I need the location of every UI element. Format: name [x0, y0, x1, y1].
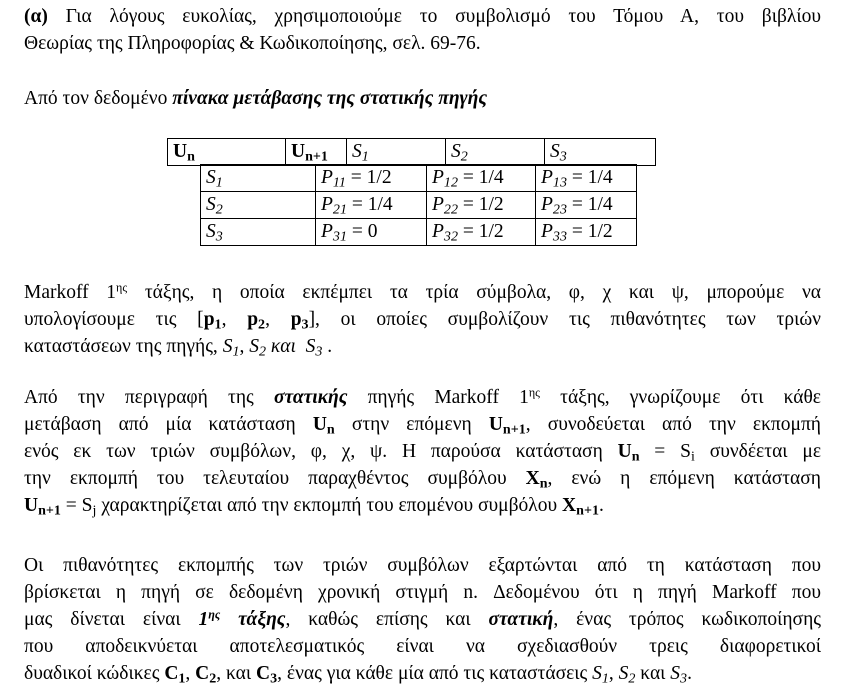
- table-cell: $P_{11} = 1/2$: [316, 165, 427, 192]
- paragraph-intro: [24, 3, 821, 57]
- header-un: $U_n$: [168, 139, 286, 166]
- table-row: [201, 192, 637, 219]
- transition-table-body: [200, 164, 637, 246]
- header-s3: $S_3$: [545, 139, 656, 166]
- header-s1: $S_1$: [347, 139, 446, 166]
- paragraph-transition-intro: [24, 85, 821, 112]
- paragraph-markoff-symbols: [24, 279, 821, 360]
- table-cell: $P_{12} = 1/4$: [427, 165, 536, 192]
- paragraph-state-transitions: [24, 384, 821, 519]
- markoff-line-2: υπολογίσουμε τις [$p_1$, $p_2$, $p_3$], οι οποίες συμβολίζουν τις πιθανότητες των τριών: [24, 309, 821, 333]
- coding-line-2: βρίσκεται η πηγή σε δεδομένη χρονική στιγμή n. Δεδομένου ότι η πηγή Markoff που: [24, 582, 821, 603]
- transition-table-header: [167, 138, 656, 166]
- table-cell: $P_{32} = 1/2$: [427, 219, 536, 246]
- table-cell: $P_{31} = 0$: [316, 219, 427, 246]
- transition-matrix-term: πίνακα μετάβασης της στατικής πηγής: [172, 88, 488, 109]
- coding-line-4: που αποδεικνύεται αποτελεσματικός είναι να σχεδιασθούν τρεις διαφορετικοί: [24, 636, 821, 657]
- transitions-line-1: Από την περιγραφή της στατικής πηγής Markoff $1^{\eta\varsigma}$ τάξης, γνωρίζουμε ότι κάθε: [24, 385, 821, 408]
- paragraph-coding-scheme: [24, 552, 821, 687]
- header-s2: $S_2$: [446, 139, 545, 166]
- table-cell: $P_{21} = 1/4$: [316, 192, 427, 219]
- header-un1: $U_{n+1}$: [286, 139, 347, 166]
- markoff-line-1: Markoff $1^{\eta\varsigma}$ τάξης, η οποία εκπέμπει τα τρία σύμβολα, φ, χ και ψ, μπορούμε να: [24, 280, 821, 303]
- table-header-row: [168, 139, 656, 166]
- coding-line-5: δυαδικοί κώδικες $C_1$, $C_2$, και $C_3$, ένας για κάθε μία από τις καταστάσεις $S_1$, $S_2$ και $S_3$.: [24, 663, 692, 687]
- row-state: $S_1$: [201, 165, 316, 192]
- intro-line-2: Θεωρίας της Πληροφορίας & Κωδικοποίησης, σελ. 69-76.: [24, 33, 481, 54]
- transitions-line-3: ενός εκ των τριών συμβόλων, φ, χ, ψ. Η παρούσα κατάσταση $U_n = S_i$ συνδέεται με: [24, 441, 822, 465]
- coding-line-3: μας δίνεται είναι $1^{\eta\varsigma}$ τάξης, καθώς επίσης και στατική, ένας τρόπος κωδικοποίησης: [24, 607, 821, 630]
- transitions-line-2: μετάβαση από μία κατάσταση $U_n$ στην επόμενη $U_{n+1}$, συνοδεύεται από την εκπομπή: [24, 414, 821, 438]
- row-state: $S_3$: [201, 219, 316, 246]
- intro-line-1: (α) Για λόγους ευκολίας, χρησιμοποιούμε το συμβολισμό του Τόμου Α, του βιβλίου: [24, 6, 821, 27]
- table-cell: $P_{13} = 1/4$: [536, 165, 637, 192]
- table-cell: $P_{22} = 1/2$: [427, 192, 536, 219]
- transitions-line-4: την εκπομπή του τελευταίου παραχθέντος συμβόλου $X_n$, ενώ η επόμενη κατάσταση: [24, 468, 821, 492]
- table-row: [201, 165, 637, 192]
- transition-intro-line: Από τον δεδομένο πίνακα μετάβασης της στατικής πηγής: [24, 88, 488, 109]
- row-state: $S_2$: [201, 192, 316, 219]
- part-a-label: (α): [24, 6, 48, 27]
- table-row: [201, 219, 637, 246]
- markoff-line-3: καταστάσεων της πηγής, $S_1$, $S_2$ και $S_3$ .: [24, 336, 333, 360]
- table-cell: $P_{23} = 1/4$: [536, 192, 637, 219]
- table-cell: $P_{33} = 1/2$: [536, 219, 637, 246]
- transitions-line-5: $U_{n+1} = S_j$ χαρακτηρίζεται από την εκπομπή του επομένου συμβόλου $X_{n+1}$.: [24, 495, 604, 519]
- coding-line-1: Οι πιθανότητες εκπομπής των τριών συμβόλων εξαρτώνται από τη κατάσταση που: [24, 555, 821, 576]
